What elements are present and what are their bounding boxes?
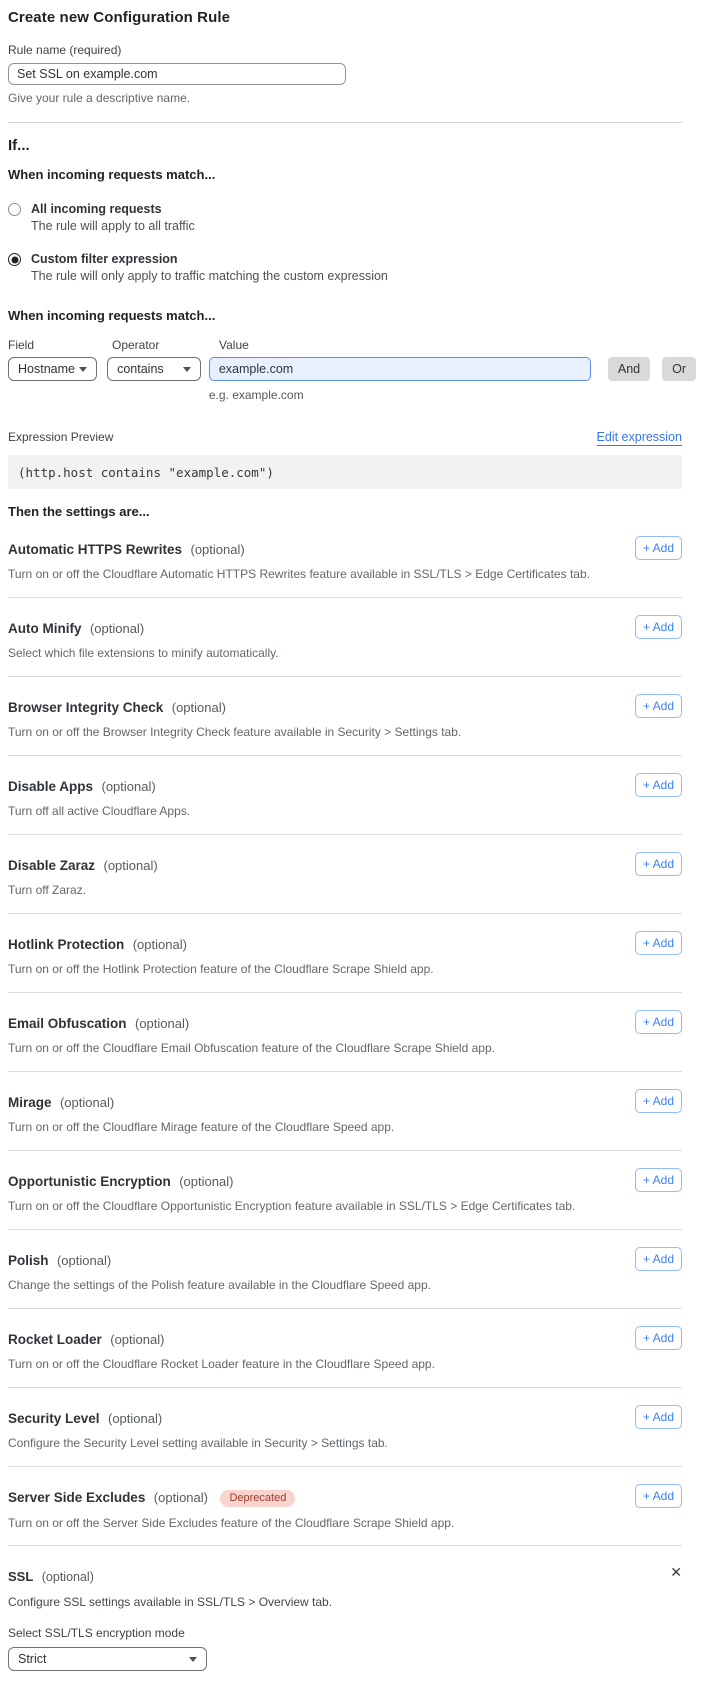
value-input[interactable] <box>209 357 591 381</box>
setting-row <box>8 993 682 1072</box>
ssl-optional-label: (optional) <box>41 1570 94 1584</box>
field-label: Field <box>8 338 35 352</box>
setting-optional-label: (optional) <box>56 1253 112 1268</box>
setting-description: Turn off Zaraz. <box>8 883 87 897</box>
setting-description: Change the settings of the Polish feature available in the Cloudflare Speed app. <box>8 1278 431 1292</box>
edit-expression-link[interactable]: Edit expression <box>596 430 682 444</box>
setting-title: Rocket Loader <box>8 1332 102 1347</box>
radio-label: Custom filter expression <box>31 252 178 266</box>
setting-description: Configure the Security Level setting available in Security > Settings tab. <box>8 1436 388 1450</box>
and-button[interactable]: And <box>608 357 650 381</box>
setting-title: Hotlink Protection <box>8 937 125 952</box>
setting-row <box>8 1230 682 1309</box>
ssl-mode-label: Select SSL/TLS encryption mode <box>8 1626 185 1640</box>
setting-description: Turn off all active Cloudflare Apps. <box>8 804 191 818</box>
field-select[interactable] <box>8 357 97 381</box>
setting-row <box>8 756 682 835</box>
setting-optional-label: (optional) <box>134 1016 190 1031</box>
setting-title: Disable Zaraz <box>8 858 96 873</box>
setting-title: Disable Apps <box>8 779 94 794</box>
match-heading: When incoming requests match... <box>8 167 216 182</box>
settings-list <box>8 519 682 1546</box>
setting-title: Automatic HTTPS Rewrites <box>8 542 183 557</box>
field-select-value: Hostname <box>18 362 75 376</box>
ssl-setting-section <box>8 1546 682 1687</box>
expression-preview-code: (http.host contains "example.com") <box>8 455 682 489</box>
close-icon[interactable]: ✕ <box>670 1564 682 1580</box>
setting-title: Auto Minify <box>8 621 82 636</box>
setting-row <box>8 1072 682 1151</box>
add-setting-button[interactable]: + Add <box>635 1247 682 1271</box>
radio-icon[interactable] <box>8 203 21 216</box>
setting-title: Security Level <box>8 1411 100 1426</box>
chevron-down-icon <box>189 1657 197 1662</box>
setting-optional-label: (optional) <box>179 1174 234 1189</box>
add-setting-button[interactable]: + Add <box>635 1405 682 1429</box>
section-divider <box>8 122 682 123</box>
setting-optional-label: (optional) <box>153 1490 208 1505</box>
setting-description: Turn on or off the Cloudflare Email Obfuscation feature of the Cloudflare Scrape Shield app. <box>8 1041 495 1055</box>
add-setting-button[interactable]: + Add <box>635 1089 682 1113</box>
add-setting-button[interactable]: + Add <box>635 536 682 560</box>
chevron-down-icon <box>79 367 87 372</box>
rule-name-input[interactable] <box>8 63 346 85</box>
operator-select[interactable] <box>107 357 201 381</box>
setting-description: Select which file extensions to minify automatically. <box>8 646 279 660</box>
setting-description: Turn on or off the Cloudflare Automatic HTTPS Rewrites feature available in SSL/TLS > Edge Certificates tab. <box>8 567 590 581</box>
value-help: e.g. example.com <box>208 388 304 402</box>
add-setting-button[interactable]: + Add <box>635 694 682 718</box>
add-setting-button[interactable]: + Add <box>635 931 682 955</box>
setting-row <box>8 914 682 993</box>
ssl-mode-select[interactable] <box>8 1647 207 1671</box>
add-setting-button[interactable]: + Add <box>635 615 682 639</box>
setting-title: Server Side Excludes <box>8 1490 146 1505</box>
setting-description: Turn on or off the Cloudflare Mirage feature of the Cloudflare Speed app. <box>8 1120 395 1134</box>
add-setting-button[interactable]: + Add <box>635 773 682 797</box>
value-label: Value <box>219 338 249 352</box>
setting-row <box>8 835 682 914</box>
radio-all-incoming-requests[interactable] <box>8 202 682 233</box>
radio-label: All incoming requests <box>31 202 162 216</box>
then-settings-heading: Then the settings are... <box>8 504 150 519</box>
setting-optional-label: (optional) <box>101 779 156 794</box>
setting-description: Turn on or off the Browser Integrity Check feature available in Security > Settings tab. <box>8 725 462 739</box>
setting-optional-label: (optional) <box>108 1411 163 1426</box>
add-setting-button[interactable]: + Add <box>635 1484 682 1508</box>
add-setting-button[interactable]: + Add <box>635 1010 682 1034</box>
or-button[interactable]: Or <box>662 357 696 381</box>
operator-label: Operator <box>112 338 160 352</box>
add-setting-button[interactable]: + Add <box>635 1326 682 1350</box>
setting-row <box>8 1151 682 1230</box>
setting-row <box>8 1388 682 1467</box>
setting-optional-label: (optional) <box>132 937 187 952</box>
setting-optional-label: (optional) <box>59 1095 115 1110</box>
expression-builder <box>8 338 696 402</box>
rule-name-help: Give your rule a descriptive name. <box>8 91 191 105</box>
setting-row <box>8 519 682 598</box>
add-setting-button[interactable]: + Add <box>635 852 682 876</box>
setting-title: Polish <box>8 1253 49 1268</box>
setting-optional-label: (optional) <box>190 542 245 557</box>
setting-title: Mirage <box>8 1095 52 1110</box>
setting-row <box>8 1309 682 1388</box>
setting-row <box>8 1467 682 1546</box>
setting-title: Email Obfuscation <box>8 1016 127 1031</box>
setting-description: Turn on or off the Cloudflare Rocket Loader feature in the Cloudflare Speed app. <box>8 1357 435 1371</box>
builder-heading: When incoming requests match... <box>8 308 216 323</box>
page-title: Create new Configuration Rule <box>8 9 231 26</box>
setting-optional-label: (optional) <box>110 1332 165 1347</box>
setting-description: Turn on or off the Hotlink Protection feature of the Cloudflare Scrape Shield app. <box>8 962 434 976</box>
deprecated-badge: Deprecated <box>220 1490 295 1507</box>
setting-row <box>8 598 682 677</box>
expression-preview-label: Expression Preview <box>8 430 114 444</box>
ssl-title: SSL <box>8 1569 34 1584</box>
add-setting-button[interactable]: + Add <box>635 1168 682 1192</box>
setting-row <box>8 677 682 756</box>
setting-description: Turn on or off the Cloudflare Opportunistic Encryption feature available in SSL/TLS > Edge Certificates tab. <box>8 1199 576 1213</box>
setting-title: Opportunistic Encryption <box>8 1174 171 1189</box>
ssl-description: Configure SSL settings available in SSL/TLS > Overview tab. <box>8 1595 333 1609</box>
chevron-down-icon <box>183 367 191 372</box>
setting-optional-label: (optional) <box>103 858 158 873</box>
radio-custom-filter-expression[interactable] <box>8 252 682 283</box>
setting-optional-label: (optional) <box>89 621 145 636</box>
radio-icon[interactable] <box>8 253 21 266</box>
setting-title: Browser Integrity Check <box>8 700 164 715</box>
setting-description: Turn on or off the Server Side Excludes feature of the Cloudflare Scrape Shield app. <box>8 1516 455 1530</box>
rule-name-label: Rule name (required) <box>8 43 122 57</box>
radio-description: The rule will apply to all traffic <box>31 219 195 233</box>
radio-description: The rule will only apply to traffic matching the custom expression <box>31 269 388 283</box>
if-heading: If... <box>8 137 30 154</box>
ssl-mode-select-value: Strict <box>18 1652 47 1666</box>
operator-select-value: contains <box>117 362 164 376</box>
setting-optional-label: (optional) <box>171 700 226 715</box>
